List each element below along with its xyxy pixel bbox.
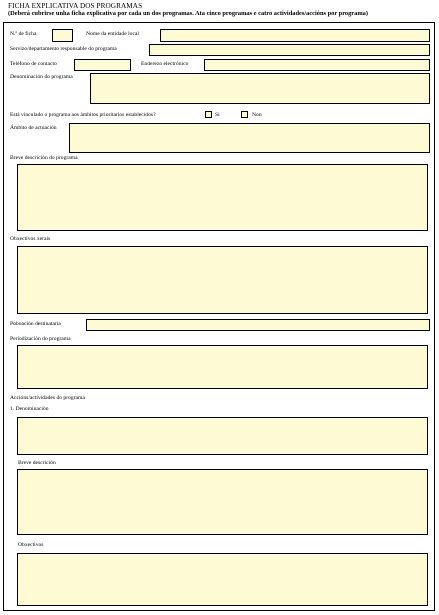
obxectivos-label: Obxectivos xyxy=(18,542,44,548)
breve-descricion-label: Breve descrición xyxy=(18,460,56,466)
telefono-field[interactable] xyxy=(74,59,131,71)
nome-entidade-label: Nome da entidade local xyxy=(86,31,139,37)
non-checkbox[interactable] xyxy=(241,111,248,118)
servizo-field[interactable] xyxy=(149,44,430,56)
periodizacion-field[interactable] xyxy=(17,345,428,389)
obxectivos-field[interactable] xyxy=(17,553,428,606)
n-ficha-field[interactable] xyxy=(52,29,73,42)
poboacion-field[interactable] xyxy=(86,319,430,331)
nome-entidade-field[interactable] xyxy=(160,29,430,42)
obxectivos-xerais-field[interactable] xyxy=(17,246,428,314)
telefono-label: Teléfono de contacto xyxy=(10,61,57,67)
ambito-label: Ámbito de actuación xyxy=(10,125,57,131)
enderezo-label: Enderezo electrónico xyxy=(141,61,189,67)
si-label: Si xyxy=(215,112,220,118)
denominacion-programa-field[interactable] xyxy=(90,73,430,104)
servizo-label: Servizo/departamento responsable do programa xyxy=(10,46,117,52)
denominacion-1-label: 1. Denominación xyxy=(10,406,49,412)
breve-descricion-programa-field[interactable] xyxy=(17,164,428,231)
non-label: Non xyxy=(252,112,262,118)
vinculado-label: Está vinculado o programa aos ámbitos prioritarios establecidos? xyxy=(10,112,156,118)
enderezo-field[interactable] xyxy=(204,59,430,71)
denominacion-programa-label: Denominación do programa xyxy=(10,74,73,80)
poboacion-label: Poboación destinataria xyxy=(10,321,61,327)
obxectivos-xerais-label: Obxectivos xerais xyxy=(10,236,51,242)
form-title: FICHA EXPLICATIVA DOS PROGRAMAS xyxy=(8,2,143,10)
n-ficha-label: N.º de ficha xyxy=(10,31,37,37)
breve-descricion-field[interactable] xyxy=(17,469,428,535)
accions-label: Accións/actividades do programa xyxy=(10,395,85,401)
ambito-field[interactable] xyxy=(69,123,430,153)
si-checkbox[interactable] xyxy=(205,111,212,118)
periodizacion-label: Periodización do programa xyxy=(10,336,71,342)
breve-descricion-programa-label: Breve descrición do programa xyxy=(10,155,78,161)
form-subtitle: (Deberá cubrirse unha ficha explicativa por cada un dos programas. Ata cinco programas e catro actividades/accións por programa) xyxy=(8,10,368,17)
denominacion-1-field[interactable] xyxy=(17,417,428,455)
